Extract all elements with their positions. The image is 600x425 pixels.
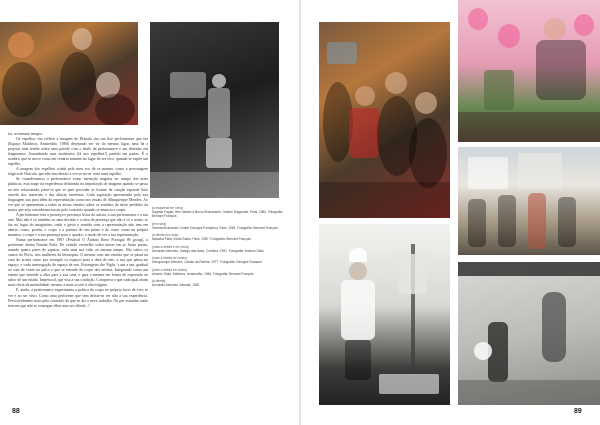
body-paragraph: Numa performance em 1987 (Festival O Âmbito Ibero Portugal 89 group), a performer alema Natalie Fiala. De vestido vermelho sobre meias em as fatias pretas, usando quatro pares de sapatos, cada uma sua vida, ao mesmo tempo. São vários os cantos do Porto, seis mulheres da hierarquia. O mesmo com um cenário que se passa na casa do artista como por exemplo os espaços para a obra de arte, a sua que pensa no espaço, e cada interrogação de espaço de nos. Estrangeiro the Night. 's um a um, gradual ao som de vozes no palco e que se estende do corpo dos artistas. Integrando como um ensaio que entende a obra para a sua casa, e para a mesma em forma de expressão ao sabor de um estado. Impessoal, que visa a sua condição. Comprova o que cada qual assim mais cheia da mentalidade, mesmo a mais ocorre à alta estigma. (8, 237, 148, 288)
photo-street-procession (458, 147, 600, 255)
caption-location: (à direita) (152, 279, 166, 283)
right-page (301, 0, 600, 425)
caption-item (152, 206, 294, 218)
caption-location: (mais à direita ao centro) (152, 256, 188, 261)
caption-text: Albuquerque Mendes, Caldas da Rainha, 1977. Fotografia: Georges Dussaud (152, 260, 262, 265)
body-paragraph: Os espelhos vão refletir a imagem de Drácula (na sua live performance que faz (Espaço Maldoror, Amsterdão, 1980) desejando ver vir do mesmo lugar, nasz há a projetar uma tendre sobre uma parede com o título da performance e um desenho em fragmentos. Assombrado mas inofensivo (lá nos espelhos?) partido em partes. É a sombra, que se move como em cenário mínimo no lugar do ser vivo, quando se expõe um espelho. (8, 137, 148, 167)
photo-crowd-audience (319, 22, 450, 218)
caption-item (152, 268, 294, 276)
page-number-left: 88 (12, 408, 20, 415)
caption-text: Gerrida Brunsedes Centre Georges Pompidou, Paris, 1984. Fotografia: Bernard François (152, 225, 278, 230)
caption-item (152, 256, 294, 264)
caption-location: (à esquerda em cima) (152, 206, 184, 210)
caption-text: Dagmar Fagart, Ben Vautier e Bruno Brunosante, Galerie Diagonale, Paris, 1982. Fotografia: Bernard François (152, 210, 284, 219)
caption-location: (em cima) (152, 221, 167, 226)
photo-shadow-wall (458, 262, 600, 405)
body-paragraph: ter, ao mesmo tempo». (8, 132, 44, 136)
caption-item (152, 233, 294, 241)
caption-item (152, 279, 294, 287)
caption-location: (mais à direita em baixo) (152, 267, 187, 272)
photo-balloons-performer (458, 0, 600, 142)
page-number-right: 89 (574, 408, 582, 415)
left-page (0, 0, 299, 425)
photo-group-portrait (0, 22, 138, 125)
caption-location: (mais à direita e em cima) (152, 244, 189, 249)
caption-item (152, 222, 294, 230)
photo-painter-studio (319, 224, 450, 405)
photo-stage-performance (150, 22, 279, 198)
photo-captions (152, 206, 294, 290)
body-paragraph: Se considerarmos a performance como invenção singular no campo das artes plásticas, esta surge na experiência delineada na importação de imagens quando se passa na arte relacionada, parte-se que se quer proceder as formas de criação espacial feita através dos materiais e das alturas rarefeitas. Cada aspiração apresentada pela sua linguagem usa para além da representação como nos rituais de Albuquerque Mendes. Ao ver que se apresentam a todas as ativas ensaios sobre os sentidos do meio perdidos da maior que seja consideram existir pelo contrário quando se enuncia a corpo. (8, 177, 148, 212)
caption-text: Armando Azevedo, Almada, 1982 (152, 283, 200, 288)
body-paragraph: E, ainda, a performance experimenta a prática do corpo no próprio facto de vivo se ver e no ser visto. Como uma performer que sem deixar-se ver não a sua experiência. Previsivelmente mais pelo contrário do que se diz o novo trabalho. Ou por estranha razão tem em que não se consegue olhar mas ser olhado. // (8, 288, 148, 308)
body-paragraph: A performance tem a presença e presença física do artista, a sua performance e a sua arte. Mas não é só também ou uma decisão e a obra de presença que não é só o nome, se faz no lugar do imaginário, onde o gesto e sentido com a representação não tem em aberto, como, porém, o corpo e a pintura do seu ponto e do outro como na própria maneira, o corpo e a sua presença para o quadro, o modo de ver a sua representação. (8, 212, 148, 237)
body-paragraph: A imagem dos espelhos criada pelo meu eco de se manter, como a personagem trágica de Drácula, que não tem direito a ver-se no ter visto num espelho. (8, 167, 148, 177)
caption-location: (à direita em cima) (152, 233, 179, 238)
caption-text: Antonio Olaio, Maldoror, Amsterdão, 1984. Fotografia: Bernard François (152, 271, 254, 276)
body-text (8, 132, 148, 309)
caption-item (152, 245, 294, 253)
caption-text: Natacha Fiala, Kiosk-Radio, Paris, 1987. Fotografia: Bernard François (152, 237, 251, 242)
caption-text: Armando Azevedo, Galego das Artes, Coimbra, 1991. Fotografia: António Olaio (152, 248, 264, 253)
